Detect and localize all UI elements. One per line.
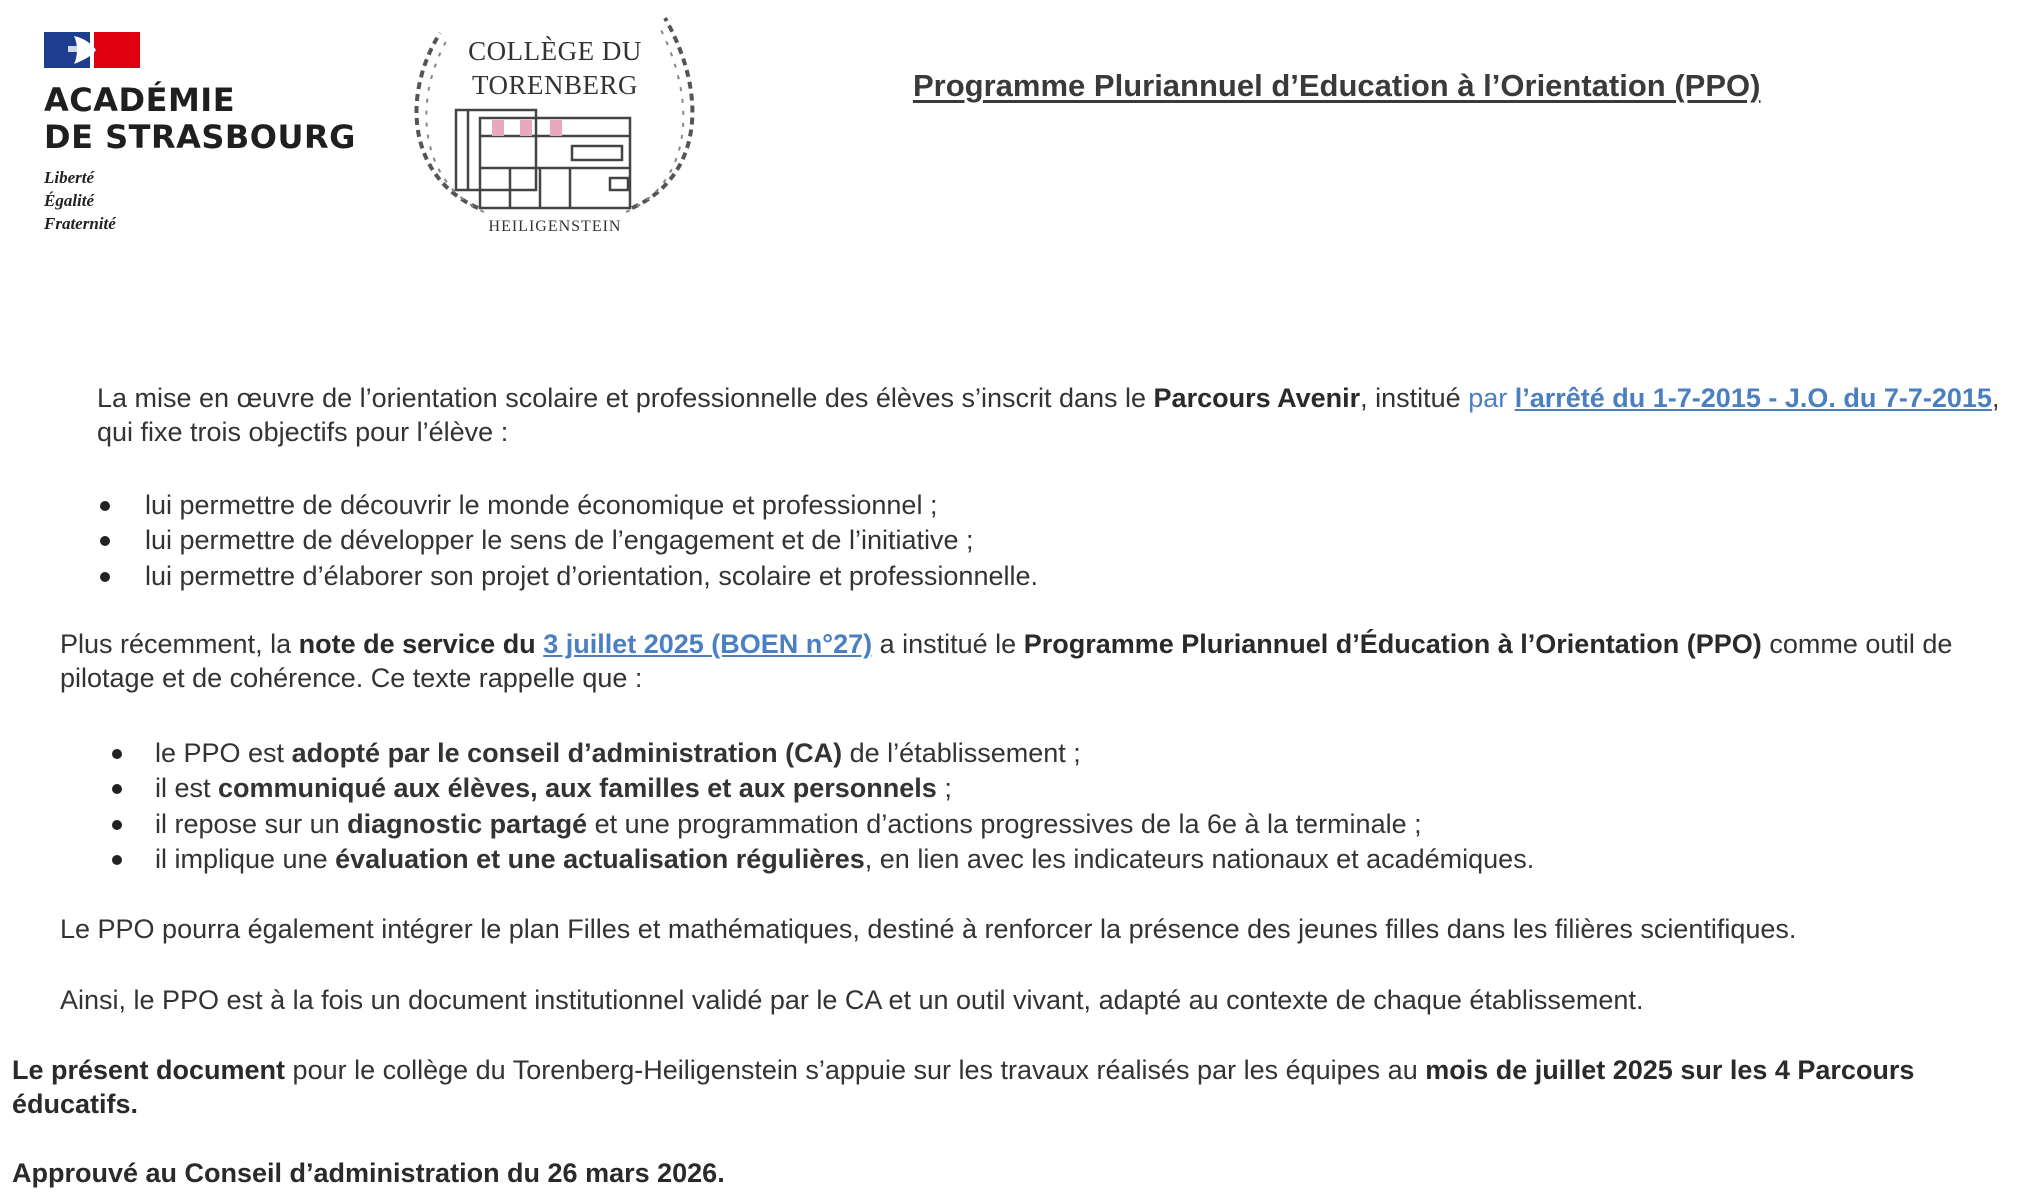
approval-line: Approuvé au Conseil d’administration du 26 mars 2026. (12, 1158, 725, 1188)
list-item: le PPO est adopté par le conseil d’administration (CA) de l’établissement ; (155, 736, 1534, 771)
objectives-list (145, 488, 1038, 594)
boen-link[interactable]: 3 juillet 2025 (BOEN n°27) (543, 629, 873, 659)
list-item: lui permettre de développer le sens de l’engagement et de l’initiative ; (145, 523, 1038, 558)
arrete-link[interactable]: l’arrêté du 1-7-2015 - J.O. du 7-7-2015 (1514, 383, 1992, 413)
devise: Liberté Égalité Fraternité (44, 168, 116, 233)
recent-paragraph: Plus récemment, la note de service du 3 juillet 2025 (BOEN n°27) a institué le Programme Pluriannuel d’Éducation à l’Orientation (PPO) comme outil de pilotage et de cohérence. Ce texte rappelle que : (60, 629, 1953, 693)
list-item: il est communiqué aux élèves, aux familles et aux personnels ; (155, 771, 1534, 806)
academie-name: ACADÉMIE DE STRASBOURG (44, 81, 356, 156)
list-item: lui permettre de découvrir le monde économique et professionnel ; (145, 488, 1038, 523)
college-seal (400, 8, 710, 243)
list-item: lui permettre d’élaborer son projet d’orientation, scolaire et professionnelle. (145, 559, 1038, 594)
seal-college-name: COLLÈGE DU TORENBERG (468, 36, 642, 100)
list-item: il repose sur un diagnostic partagé et une programmation d’actions progressives de la 6e à la terminale ; (155, 807, 1534, 842)
seal-place-name: HEILIGENSTEIN (488, 218, 622, 235)
ainsi-paragraph: Ainsi, le PPO est à la fois un document institutionnel validé par le CA et un outil vivant, adapté au contexte de chaque établissement. (60, 985, 1644, 1015)
intro-paragraph: La mise en œuvre de l’orientation scolaire et professionnelle des élèves s’inscrit dans le Parcours Avenir, institué par l’arrêté du 1-7-2015 - J.O. du 7-7-2015, qui fixe trois objectifs pour l’élève : (97, 383, 2000, 447)
academie-logo (44, 32, 364, 242)
rules-list (155, 736, 1534, 877)
filles-paragraph: Le PPO pourra également intégrer le plan Filles et mathématiques, destiné à renforcer la présence des jeunes filles dans les filières scientifiques. (60, 914, 1797, 944)
marianne-flag-icon (44, 32, 140, 68)
page-title: Programme Pluriannuel d’Education à l’Orientation (PPO) (913, 68, 1761, 103)
present-paragraph: Le présent document pour le collège du Torenberg-Heiligenstein s’appuie sur les travaux réalisés par les équipes au mois de juillet 2025 sur les 4 Parcours éducatifs. (12, 1055, 1915, 1119)
list-item: il implique une évaluation et une actualisation régulières, en lien avec les indicateurs nationaux et académiques. (155, 842, 1534, 877)
